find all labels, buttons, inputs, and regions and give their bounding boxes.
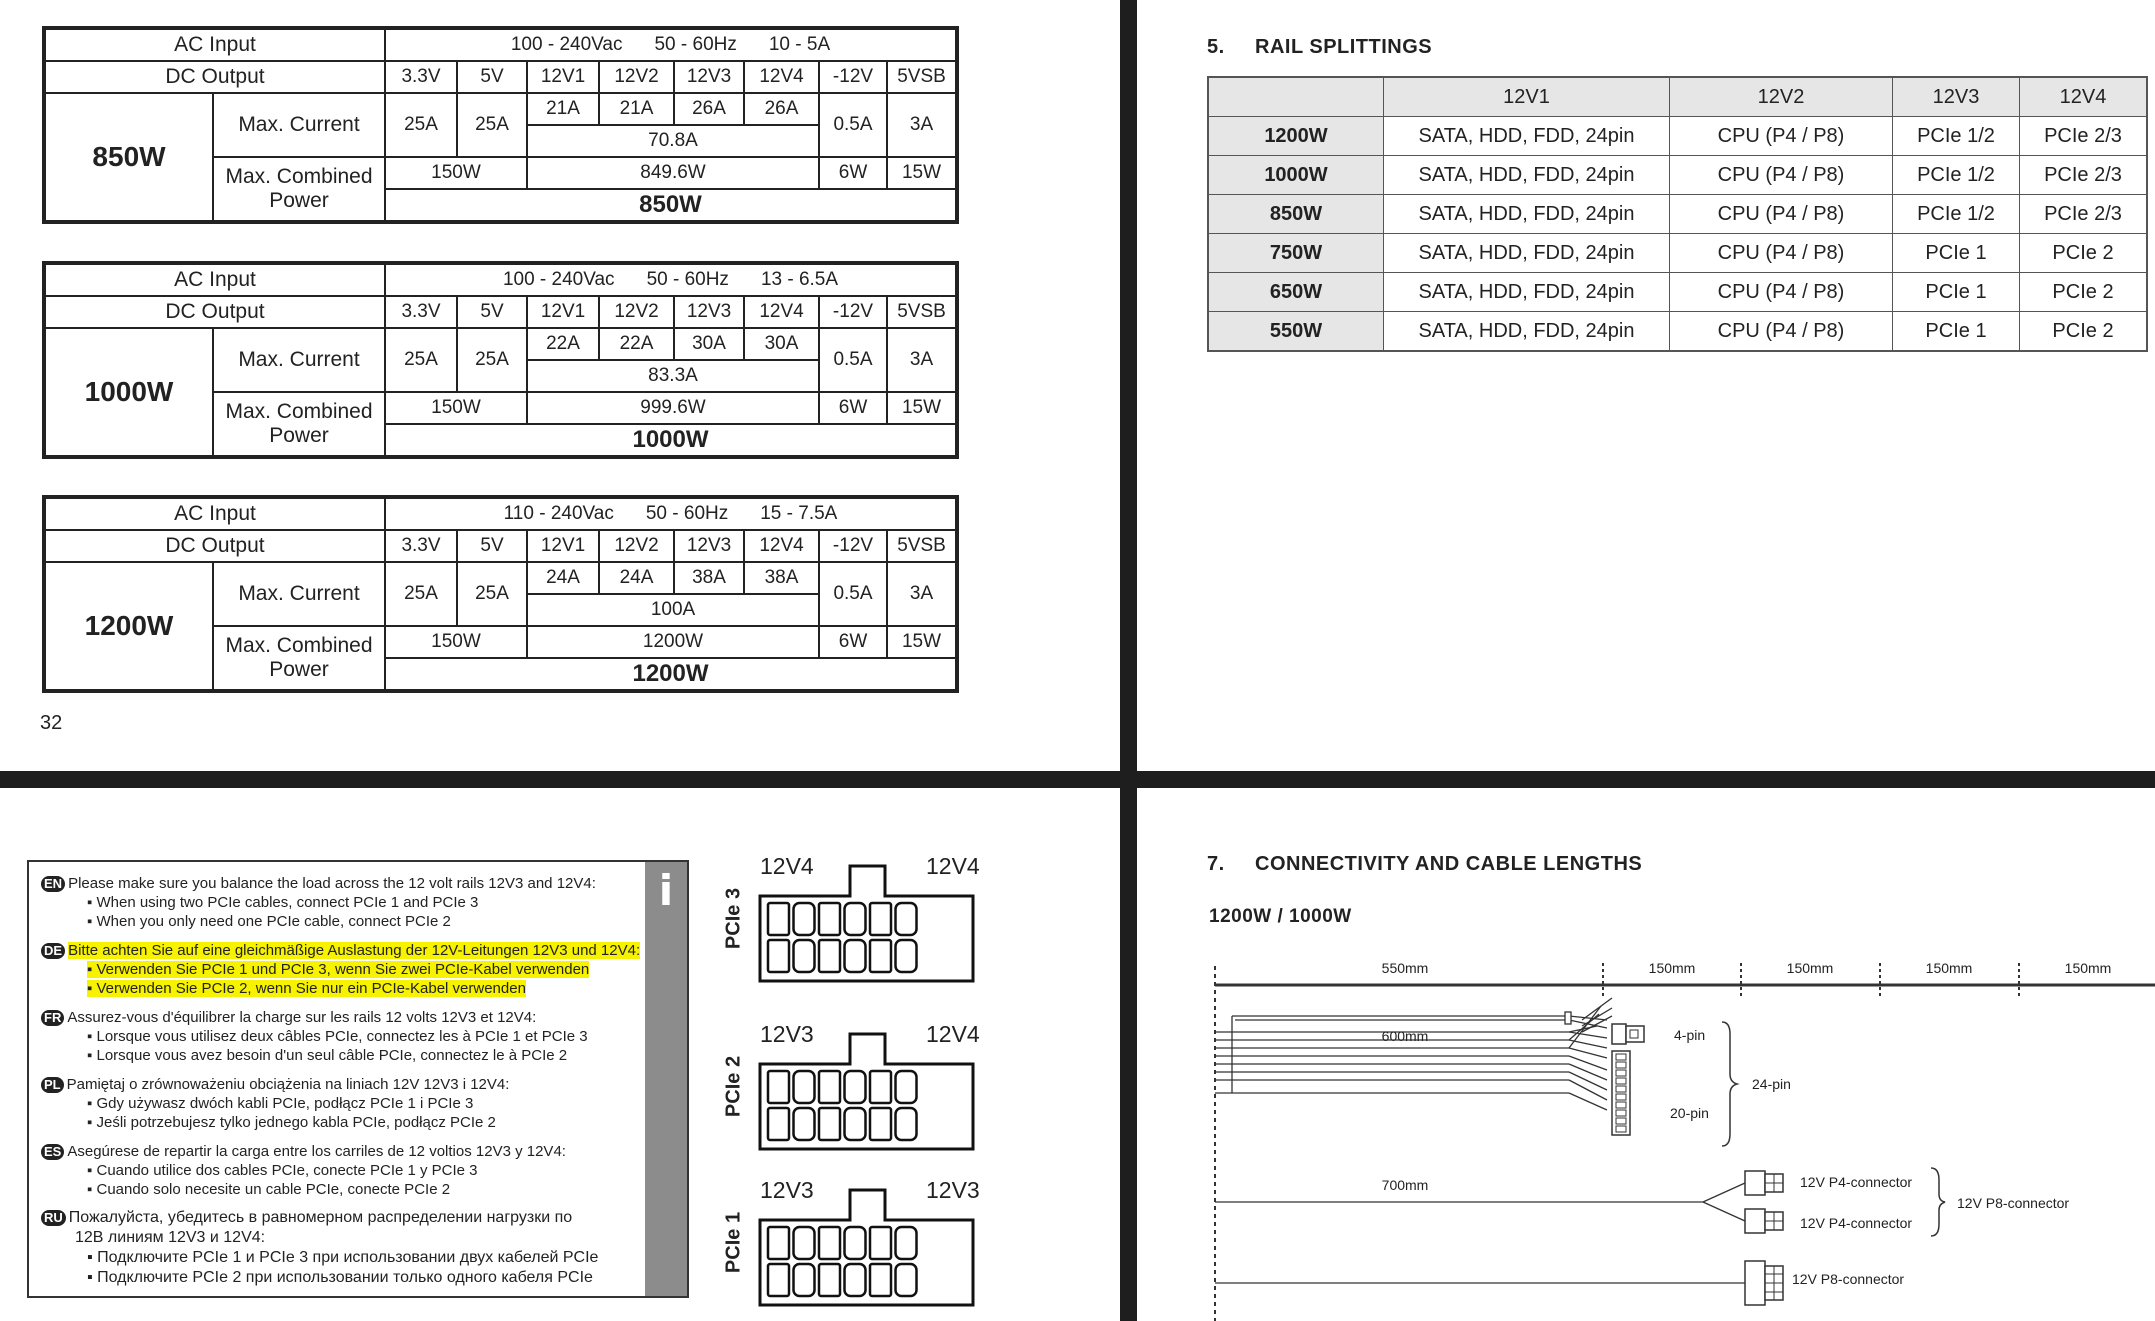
- combined-12v-current: 83.3A: [527, 360, 819, 392]
- rail-row: [1208, 273, 2147, 312]
- total-power: 1000W: [385, 424, 957, 457]
- current-value: 3A: [887, 93, 957, 157]
- current-value: 0.5A: [819, 328, 887, 392]
- ac-voltage: 100 - 240Vac: [502, 269, 615, 290]
- lang-code-de: DE: [41, 943, 65, 959]
- lang-code-es: ES: [41, 1144, 64, 1160]
- rail-row-cell: SATA, HDD, FDD, 24pin: [1384, 117, 1670, 156]
- rail-name: 12V4: [744, 530, 819, 562]
- rail-name: 12V2: [599, 61, 674, 93]
- rail-row-cell: CPU (P4 / P8): [1670, 312, 1893, 352]
- info-icon: i: [658, 866, 674, 915]
- rail-row-cell: CPU (P4 / P8): [1670, 234, 1893, 273]
- ac-current: 13 - 6.5A: [760, 269, 839, 290]
- info-bar: [645, 862, 687, 1296]
- max-current-label: Max. Current: [213, 93, 385, 157]
- rail-name: 5V: [457, 530, 527, 562]
- pcie-connector-1: [710, 1175, 980, 1311]
- lang-code-ru: RU: [41, 1210, 66, 1226]
- note-es: [41, 1142, 566, 1199]
- connector-left-rail: 12V3: [760, 1021, 814, 1047]
- cable-section-number: 7.: [1207, 853, 1225, 875]
- rail-row-wattage: 550W: [1208, 312, 1384, 352]
- note-fr-bullet-1: ▪ Lorsque vous utilisez deux câbles PCIe, connectez les à PCIe 1 et PCIe 3: [87, 1028, 588, 1045]
- p8-combo-label: 12V P8-connector: [1957, 1195, 2070, 1211]
- rail-header-cell: 12V2: [1670, 77, 1893, 117]
- page-divider-vertical: [1120, 0, 1137, 1321]
- dc-output-label: DC Output: [44, 61, 385, 93]
- current-value: 25A: [457, 93, 527, 157]
- rail-name: 5V: [457, 296, 527, 328]
- max-current-label: Max. Current: [213, 328, 385, 392]
- dc-output-label: DC Output: [44, 296, 385, 328]
- p4b-label: 12V P4-connector: [1800, 1215, 1913, 1231]
- power-12v: 999.6W: [527, 392, 819, 424]
- rail-name: 5VSB: [887, 61, 957, 93]
- power-n12: 6W: [819, 392, 887, 424]
- note-es-text: Asegúrese de repartir la carga entre los carriles de 12 voltios 12V3 y 12V4:: [67, 1143, 566, 1160]
- rail-header-cell: 12V1: [1384, 77, 1670, 117]
- lang-code-fr: FR: [41, 1010, 64, 1026]
- note-ru-bullet-1: ▪ Подключите PCIe 1 и PCIe 3 при использовании двух кабелей PCIe: [87, 1249, 599, 1266]
- ac-frequency: 50 - 60Hz: [646, 269, 729, 290]
- rail-row: [1208, 156, 2147, 195]
- p4-connector-a: [1745, 1171, 1783, 1195]
- current-value: 22A: [599, 328, 674, 360]
- rail-section-label: RAIL SPLITTINGS: [1255, 36, 1433, 58]
- note-de: [41, 941, 640, 998]
- rail-name: -12V: [819, 296, 887, 328]
- note-de-bullet-1: ▪ Verwenden Sie PCIe 1 und PCIe 3, wenn Sie zwei PCIe-Kabel verwenden: [87, 961, 590, 978]
- note-pl-bullet-1: ▪ Gdy używasz dwóch kabli PCIe, podłącz PCIe 1 i PCIe 3: [87, 1095, 474, 1112]
- current-value: 0.5A: [819, 93, 887, 157]
- rail-row-cell: PCIe 2/3: [2020, 117, 2148, 156]
- connector-right-rail: 12V4: [926, 1021, 980, 1047]
- ac-voltage: 110 - 240Vac: [503, 503, 614, 524]
- power-5vsb: 15W: [887, 392, 957, 424]
- max-current-label: Max. Current: [213, 562, 385, 626]
- rail-name: 3.3V: [385, 296, 457, 328]
- atx-20pin-connector: [1612, 1051, 1630, 1135]
- ac-input-values: [385, 263, 957, 296]
- current-value: 3A: [887, 328, 957, 392]
- rail-row-cell: PCIe 2/3: [2020, 156, 2148, 195]
- note-pl: [41, 1075, 509, 1132]
- p8-connector: [1745, 1261, 1783, 1305]
- pcie-connector-2: [710, 1019, 980, 1155]
- note-es-bullet-2: ▪ Cuando solo necesite un cable PCIe, conecte PCIe 2: [87, 1181, 451, 1198]
- rail-row-cell: PCIe 2: [2020, 312, 2148, 352]
- rail-name: 12V4: [744, 296, 819, 328]
- current-value: 0.5A: [819, 562, 887, 626]
- ac-input-values: [385, 497, 957, 530]
- rail-section-number: 5.: [1207, 36, 1225, 58]
- power-12v: 1200W: [527, 626, 819, 658]
- rail-name: 12V3: [674, 61, 744, 93]
- note-en-text: Please make sure you balance the load across the 12 volt rails 12V3 and 12V4:: [68, 875, 596, 892]
- connector-left-rail: 12V4: [760, 853, 814, 879]
- rail-row: [1208, 312, 2147, 352]
- wattage-label: 1200W: [44, 562, 213, 691]
- power-33-5: 150W: [385, 626, 527, 658]
- rail-row-cell: CPU (P4 / P8): [1670, 195, 1893, 234]
- cable-section-label: CONNECTIVITY AND CABLE LENGTHS: [1255, 853, 1643, 875]
- combined-12v-current: 100A: [527, 594, 819, 626]
- rail-name: 12V1: [527, 296, 599, 328]
- current-value: 26A: [674, 93, 744, 125]
- ruler-label: 150mm: [2064, 960, 2112, 976]
- rail-splitting-table: [1207, 76, 2148, 352]
- note-ru-text-2: 12В линиям 12V3 и 12V4:: [75, 1229, 266, 1246]
- ruler-label: 550mm: [1381, 960, 1429, 976]
- rail-row-cell: SATA, HDD, FDD, 24pin: [1384, 234, 1670, 273]
- load-balance-note: [27, 860, 689, 1298]
- note-de-bullet-2: ▪ Verwenden Sie PCIe 2, wenn Sie nur ein PCIe-Kabel verwenden: [87, 980, 526, 997]
- lang-code-en: EN: [41, 876, 65, 892]
- current-value: 3A: [887, 562, 957, 626]
- rail-row-cell: SATA, HDD, FDD, 24pin: [1384, 195, 1670, 234]
- ac-input-label: AC Input: [44, 497, 385, 530]
- atx-4pin-connector: [1612, 1024, 1644, 1044]
- p8-label: 12V P8-connector: [1792, 1271, 1905, 1287]
- rail-row-wattage: 850W: [1208, 195, 1384, 234]
- p4-connector-b: [1745, 1209, 1783, 1233]
- rail-row-cell: PCIe 1: [1893, 312, 2020, 352]
- note-fr-bullet-2: ▪ Lorsque vous avez besoin d'un seul câble PCIe, connectez le à PCIe 2: [87, 1047, 568, 1064]
- pcie-connector-3: [710, 851, 980, 987]
- note-ru-bullet-2: ▪ Подключите PCIe 2 при использовании только одного кабеля PCIe: [87, 1269, 593, 1286]
- rail-row-cell: PCIe 1/2: [1893, 195, 2020, 234]
- pin4-label: 4-pin: [1674, 1027, 1706, 1043]
- rail-row: [1208, 195, 2147, 234]
- rail-name: 5VSB: [887, 296, 957, 328]
- current-value: 24A: [527, 562, 599, 594]
- rail-row-cell: CPU (P4 / P8): [1670, 273, 1893, 312]
- wattage-label: 1000W: [44, 328, 213, 457]
- rail-row-cell: PCIe 1: [1893, 273, 2020, 312]
- power-5vsb: 15W: [887, 157, 957, 189]
- current-value: 25A: [385, 562, 457, 626]
- rail-row-cell: PCIe 1/2: [1893, 117, 2020, 156]
- ac-input-values: [385, 28, 957, 61]
- current-value: 25A: [385, 93, 457, 157]
- rail-header-row: [1208, 77, 2147, 117]
- connector-name: PCIe 1: [722, 1211, 745, 1274]
- note-de-text: Bitte achten Sie auf eine gleichmäßige Auslastung der 12V-Leitungen 12V3 und 12V4:: [68, 942, 641, 959]
- ruler-label: 150mm: [1786, 960, 1834, 976]
- current-value: 38A: [674, 562, 744, 594]
- ac-frequency: 50 - 60Hz: [645, 503, 729, 524]
- rail-name: -12V: [819, 61, 887, 93]
- pin20-label: 20-pin: [1670, 1105, 1709, 1121]
- current-value: 38A: [744, 562, 819, 594]
- note-en: [41, 874, 596, 931]
- ac-frequency: 50 - 60Hz: [654, 34, 737, 55]
- ac-input-label: AC Input: [44, 28, 385, 61]
- rail-name: 5VSB: [887, 530, 957, 562]
- power-spec-table-2: [42, 495, 959, 693]
- rail-row-wattage: 1000W: [1208, 156, 1384, 195]
- rail-header-cell: 12V4: [2020, 77, 2148, 117]
- wattage-label: 850W: [44, 93, 213, 222]
- max-combined-power-label: Max. Combined Power: [213, 392, 385, 457]
- current-value: 30A: [674, 328, 744, 360]
- power-n12: 6W: [819, 626, 887, 658]
- 24pin-brace: [1722, 1022, 1737, 1146]
- rail-row-cell: PCIe 1: [1893, 234, 2020, 273]
- ruler-label: 150mm: [1648, 960, 1696, 976]
- connector-name: PCIe 2: [722, 1055, 745, 1118]
- max-combined-power-label: Max. Combined Power: [213, 626, 385, 691]
- total-power: 1200W: [385, 658, 957, 691]
- rail-section-title: [1207, 36, 1432, 59]
- rail-name: 12V2: [599, 296, 674, 328]
- rail-row-cell: SATA, HDD, FDD, 24pin: [1384, 312, 1670, 352]
- note-en-bullet-2: ▪ When you only need one PCIe cable, connect PCIe 2: [87, 913, 451, 930]
- connector-right-rail: 12V3: [926, 1177, 980, 1203]
- ac-voltage: 100 - 240Vac: [510, 34, 623, 55]
- pin24-label: 24-pin: [1752, 1076, 1791, 1092]
- current-value: 21A: [527, 93, 599, 125]
- ac-input-label: AC Input: [44, 263, 385, 296]
- page-divider-horizontal: [0, 771, 2155, 788]
- p8-brace: [1931, 1168, 1945, 1236]
- rail-row-cell: SATA, HDD, FDD, 24pin: [1384, 156, 1670, 195]
- dc-output-label: DC Output: [44, 530, 385, 562]
- cpu-cable: [1215, 1183, 1745, 1221]
- rail-name: 12V3: [674, 296, 744, 328]
- current-value: 25A: [457, 562, 527, 626]
- ac-current: 10 - 5A: [768, 34, 831, 55]
- note-pl-bullet-2: ▪ Jeśli potrzebujesz tylko jednego kabla PCIe, podłącz PCIe 2: [87, 1114, 496, 1131]
- rail-name: 12V1: [527, 530, 599, 562]
- rail-name: 3.3V: [385, 530, 457, 562]
- note-fr: [41, 1008, 588, 1065]
- power-33-5: 150W: [385, 157, 527, 189]
- rail-name: -12V: [819, 530, 887, 562]
- rail-row-wattage: 750W: [1208, 234, 1384, 273]
- rail-row-wattage: 1200W: [1208, 117, 1384, 156]
- rail-row-cell: SATA, HDD, FDD, 24pin: [1384, 273, 1670, 312]
- cable-diagram: [1137, 788, 2155, 1321]
- note-es-bullet-1: ▪ Cuando utilice dos cables PCIe, conecte PCIe 1 y PCIe 3: [87, 1162, 478, 1179]
- rail-name: 12V3: [674, 530, 744, 562]
- current-value: 25A: [457, 328, 527, 392]
- atx-cable-length: 600mm: [1381, 1028, 1429, 1044]
- current-value: 30A: [744, 328, 819, 360]
- rail-row: [1208, 234, 2147, 273]
- rail-row-cell: CPU (P4 / P8): [1670, 117, 1893, 156]
- current-value: 22A: [527, 328, 599, 360]
- rail-name: 12V1: [527, 61, 599, 93]
- rail-row-wattage: 650W: [1208, 273, 1384, 312]
- note-fr-text: Assurez-vous d'équilibrer la charge sur les rails 12 volts 12V3 et 12V4:: [67, 1009, 537, 1026]
- rail-header-cell: 12V3: [1893, 77, 2020, 117]
- lang-code-pl: PL: [41, 1077, 64, 1093]
- rail-row: [1208, 117, 2147, 156]
- rail-name: 12V2: [599, 530, 674, 562]
- rail-row-cell: PCIe 1/2: [1893, 156, 2020, 195]
- max-combined-power-label: Max. Combined Power: [213, 157, 385, 222]
- note-en-bullet-1: ▪ When using two PCIe cables, connect PCIe 1 and PCIe 3: [87, 894, 479, 911]
- cable-section-subtitle: 1200W / 1000W: [1209, 906, 1352, 927]
- connector-right-rail: 12V4: [926, 853, 980, 879]
- rail-row-cell: PCIe 2: [2020, 273, 2148, 312]
- rail-row-cell: PCIe 2/3: [2020, 195, 2148, 234]
- page-number: 32: [40, 712, 63, 734]
- current-value: 24A: [599, 562, 674, 594]
- cpu-cable-length: 700mm: [1381, 1177, 1429, 1193]
- rail-header-corner: [1208, 77, 1384, 117]
- connector-name: PCIe 3: [722, 887, 745, 950]
- rail-row-cell: PCIe 2: [2020, 234, 2148, 273]
- power-n12: 6W: [819, 157, 887, 189]
- total-power: 850W: [385, 189, 957, 222]
- note-ru: [41, 1208, 598, 1288]
- current-value: 25A: [385, 328, 457, 392]
- atx-cable-bundle: [1215, 998, 1612, 1110]
- rail-row-cell: CPU (P4 / P8): [1670, 156, 1893, 195]
- power-spec-table-1: [42, 261, 959, 459]
- current-value: 21A: [599, 93, 674, 125]
- note-pl-text: Pamiętaj o zrównoważeniu obciążenia na liniach 12V 12V3 i 12V4:: [66, 1076, 510, 1093]
- combined-12v-current: 70.8A: [527, 125, 819, 157]
- power-12v: 849.6W: [527, 157, 819, 189]
- power-spec-table-0: [42, 26, 959, 224]
- ac-current: 15 - 7.5A: [760, 503, 838, 524]
- power-5vsb: 15W: [887, 626, 957, 658]
- rail-name: 5V: [457, 61, 527, 93]
- note-ru-text-1: Пожалуйста, убедитесь в равномерном распределении нагрузки по: [68, 1209, 573, 1226]
- rail-name: 3.3V: [385, 61, 457, 93]
- rail-name: 12V4: [744, 61, 819, 93]
- ruler-label: 150mm: [1925, 960, 1973, 976]
- connector-left-rail: 12V3: [760, 1177, 814, 1203]
- current-value: 26A: [744, 93, 819, 125]
- power-33-5: 150W: [385, 392, 527, 424]
- p4a-label: 12V P4-connector: [1800, 1174, 1913, 1190]
